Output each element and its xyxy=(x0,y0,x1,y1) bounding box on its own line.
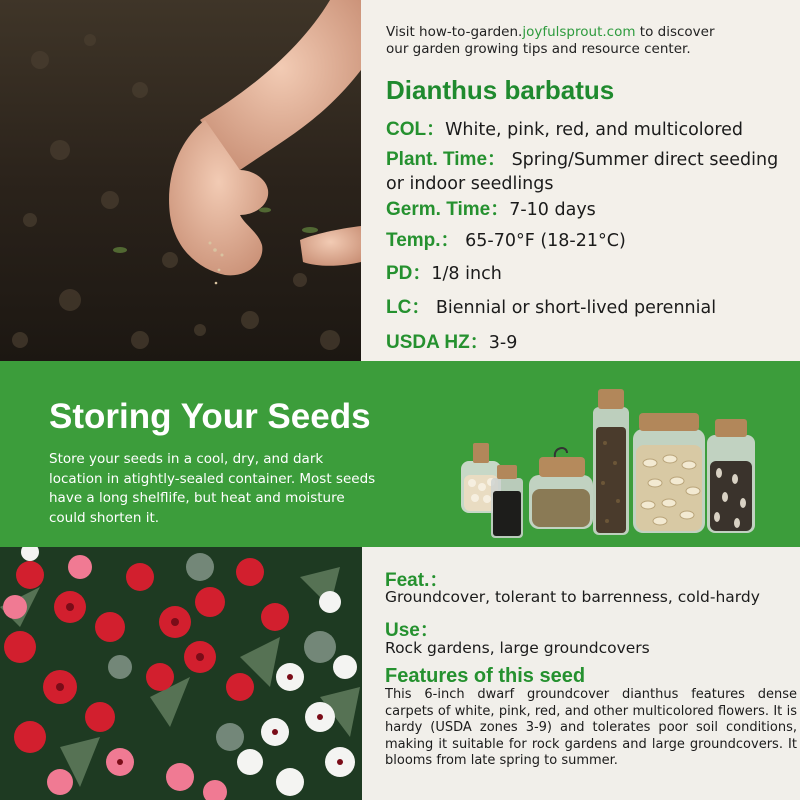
spec-planting-depth xyxy=(386,262,800,286)
soil-sowing-photo xyxy=(0,0,361,361)
seed-jars-photo xyxy=(455,383,760,543)
feature-value: Groundcover, tolerant to barrenness, cold-hardy xyxy=(385,588,760,606)
visit-notice xyxy=(386,24,796,58)
storing-seeds-title: Storing Your Seeds xyxy=(49,397,371,436)
storing-seeds-banner xyxy=(0,361,800,547)
storing-seeds-text: Store your seeds in a cool, dry, and dark location in atightly-sealed container. Most seeds have a long shelflife, but heat and moisture could shorten it. xyxy=(49,451,376,526)
spec-hardiness-zone xyxy=(386,331,800,355)
visit-suffix: to discover xyxy=(635,24,715,40)
spec-germination-time xyxy=(386,198,800,222)
spec-planting-time-value: Spring/Summer direct seeding or indoor seedlings xyxy=(386,150,779,194)
visit-prefix: Visit how-to-garden. xyxy=(386,24,523,40)
spec-germination-time-key: Germ. Time： xyxy=(386,199,510,220)
spec-planting-depth-value: 1/8 inch xyxy=(431,264,502,284)
visit-line-2: our garden growing tips and resource center. xyxy=(386,41,691,57)
feature-label: Feat.： xyxy=(385,570,449,591)
spec-color-key: COL： xyxy=(386,119,446,140)
seed-features-label: Features of this seed xyxy=(385,665,586,687)
spec-life-cycle xyxy=(386,296,800,320)
spec-hardiness-zone-value: 3-9 xyxy=(488,333,518,353)
website-link[interactable]: joyfulsprout.com xyxy=(522,24,636,40)
spec-planting-time xyxy=(386,148,800,196)
use-value: Rock gardens, large groundcovers xyxy=(385,639,650,657)
spec-color xyxy=(386,118,800,142)
dianthus-flowers-photo xyxy=(0,547,362,800)
seed-features-text: This 6-inch dwarf groundcover dianthus features dense carpets of white, pink, red, and other multicolored flowers. It is hardy (USDA zones 3-9) and tolerates poor soil conditions, making it suitable for rock gardens and large groundcovers. It blooms from late spring to summer. xyxy=(385,687,797,769)
spec-temperature xyxy=(386,229,800,253)
spec-color-value: White, pink, red, and multicolored xyxy=(445,120,744,140)
spec-life-cycle-key: LC： xyxy=(386,297,431,318)
spec-germination-time-value: 7-10 days xyxy=(509,200,596,220)
spec-hardiness-zone-key: USDA HZ： xyxy=(386,332,489,353)
plant-info-panel xyxy=(386,0,800,361)
use-label: Use： xyxy=(385,620,439,641)
plant-info-section xyxy=(0,0,800,361)
features-section xyxy=(0,547,800,800)
spec-life-cycle-value: Biennial or short-lived perennial xyxy=(430,298,717,318)
spec-temperature-key: Temp.： xyxy=(386,230,460,251)
plant-name: Dianthus barbatus xyxy=(386,75,615,105)
spec-planting-time-key: Plant. Time： xyxy=(386,149,507,170)
spec-temperature-value: 65-70°F (18-21°C) xyxy=(459,231,626,251)
spec-planting-depth-key: PD： xyxy=(386,263,432,284)
